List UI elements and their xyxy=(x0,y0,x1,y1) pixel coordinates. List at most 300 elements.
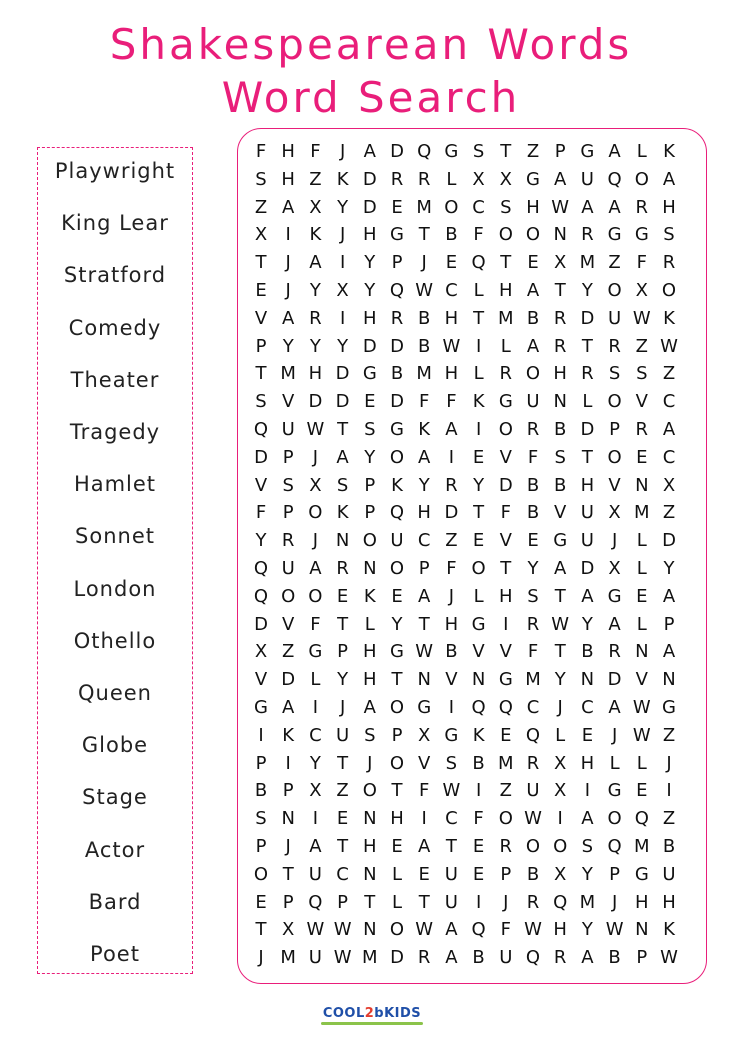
grid-letter[interactable]: Q xyxy=(389,280,405,301)
grid-letter[interactable]: O xyxy=(389,919,405,941)
grid-letter[interactable]: R xyxy=(553,947,567,969)
grid-letter[interactable]: C xyxy=(309,724,322,746)
grid-letter[interactable]: T xyxy=(255,363,267,385)
grid-letter[interactable]: O xyxy=(661,280,677,301)
grid-letter[interactable]: B xyxy=(418,307,431,329)
grid-letter[interactable]: A xyxy=(363,697,376,718)
grid-letter[interactable]: F xyxy=(310,613,321,635)
grid-letter[interactable]: H xyxy=(662,196,676,218)
grid-letter[interactable]: T xyxy=(255,919,267,941)
grid-letter[interactable]: H xyxy=(444,363,459,385)
grid-letter[interactable]: T xyxy=(418,224,430,246)
grid-letter[interactable]: O xyxy=(525,363,541,385)
grid-letter[interactable]: A xyxy=(309,558,322,579)
grid-letter[interactable]: W xyxy=(333,947,352,969)
grid-letter[interactable]: B xyxy=(526,307,540,329)
grid-letter[interactable]: R xyxy=(445,474,458,496)
grid-letter[interactable]: R xyxy=(417,947,431,969)
grid-letter[interactable]: P xyxy=(364,502,376,524)
grid-letter[interactable]: J xyxy=(557,697,563,718)
grid-letter[interactable]: T xyxy=(581,446,593,468)
grid-letter[interactable]: F xyxy=(473,224,484,246)
grid-letter[interactable]: H xyxy=(417,502,431,524)
grid-letter[interactable]: J xyxy=(339,141,346,162)
grid-letter[interactable]: A xyxy=(608,697,621,718)
grid-letter[interactable]: A xyxy=(608,196,621,218)
grid-letter[interactable]: V xyxy=(282,613,295,635)
grid-letter[interactable]: P xyxy=(636,947,648,969)
grid-letter[interactable]: Y xyxy=(364,280,376,301)
grid-letter[interactable]: H xyxy=(363,224,377,246)
grid-letter[interactable]: I xyxy=(258,724,264,746)
grid-letter[interactable]: A xyxy=(608,141,621,162)
grid-letter[interactable]: Q xyxy=(525,724,541,746)
grid-letter[interactable]: P xyxy=(391,724,403,746)
grid-letter[interactable]: W xyxy=(306,919,325,941)
grid-letter[interactable]: S xyxy=(445,752,458,774)
grid-letter[interactable]: E xyxy=(636,780,648,802)
grid-letter[interactable]: Q xyxy=(308,891,323,913)
grid-letter[interactable]: I xyxy=(666,780,672,802)
grid-letter[interactable]: B xyxy=(472,752,485,774)
grid-letter[interactable]: E xyxy=(472,836,485,857)
grid-letter[interactable]: U xyxy=(444,863,458,885)
grid-letter[interactable]: I xyxy=(448,446,455,468)
grid-letter[interactable]: E xyxy=(364,391,376,413)
grid-letter[interactable]: U xyxy=(308,947,322,969)
grid-letter[interactable]: O xyxy=(389,446,405,468)
grid-letter[interactable]: F xyxy=(500,502,511,524)
grid-letter[interactable]: R xyxy=(526,891,540,913)
grid-letter[interactable]: A xyxy=(282,196,295,218)
grid-letter[interactable]: G xyxy=(254,697,268,718)
grid-letter[interactable]: I xyxy=(557,808,563,830)
grid-letter[interactable]: E xyxy=(418,863,430,885)
grid-letter[interactable]: C xyxy=(445,280,458,301)
grid-letter[interactable]: X xyxy=(554,252,567,274)
grid-letter[interactable]: M xyxy=(498,307,514,329)
grid-letter[interactable]: K xyxy=(418,419,431,440)
grid-letter[interactable]: Q xyxy=(471,697,486,718)
grid-letter[interactable]: V xyxy=(418,752,431,774)
grid-letter[interactable]: D xyxy=(362,168,377,190)
grid-letter[interactable]: S xyxy=(581,836,594,857)
grid-letter[interactable]: L xyxy=(473,585,484,607)
grid-letter[interactable]: D xyxy=(362,196,377,218)
grid-letter[interactable]: O xyxy=(525,836,541,857)
grid-letter[interactable]: C xyxy=(526,697,540,718)
grid-letter[interactable]: U xyxy=(608,307,622,329)
grid-letter[interactable]: G xyxy=(498,669,513,691)
grid-letter[interactable]: F xyxy=(310,141,321,162)
grid-letter[interactable]: V xyxy=(254,307,268,329)
grid-letter[interactable]: T xyxy=(500,558,512,579)
grid-letter[interactable]: P xyxy=(255,752,267,774)
grid-letter[interactable]: J xyxy=(611,724,618,746)
grid-letter[interactable]: H xyxy=(363,307,377,329)
grid-letter[interactable]: K xyxy=(663,919,675,941)
grid-letter[interactable]: Y xyxy=(581,280,593,301)
grid-letter[interactable]: K xyxy=(391,474,403,496)
grid-letter[interactable]: D xyxy=(335,363,350,385)
grid-letter[interactable]: C xyxy=(581,697,594,718)
grid-letter[interactable]: D xyxy=(498,474,513,496)
grid-letter[interactable]: W xyxy=(442,780,461,802)
grid-letter[interactable]: N xyxy=(417,669,431,691)
grid-letter[interactable]: C xyxy=(472,196,485,218)
grid-letter[interactable]: O xyxy=(281,585,296,607)
grid-letter[interactable]: T xyxy=(282,863,294,885)
grid-letter[interactable]: A xyxy=(526,280,540,301)
grid-letter[interactable]: H xyxy=(363,836,377,857)
grid-letter[interactable]: P xyxy=(364,474,376,496)
grid-letter[interactable]: G xyxy=(444,724,459,746)
grid-letter[interactable]: L xyxy=(473,363,484,385)
grid-letter[interactable]: E xyxy=(336,808,349,830)
grid-letter[interactable]: O xyxy=(308,502,323,524)
grid-letter[interactable]: V xyxy=(499,530,512,552)
grid-letter[interactable]: G xyxy=(607,585,622,607)
grid-letter[interactable]: B xyxy=(581,641,594,663)
grid-letter[interactable]: E xyxy=(472,863,485,885)
grid-letter[interactable]: Z xyxy=(526,141,540,162)
grid-letter[interactable]: T xyxy=(500,252,512,274)
grid-letter[interactable]: S xyxy=(336,474,349,496)
grid-letter[interactable]: N xyxy=(363,808,377,830)
grid-letter[interactable]: P xyxy=(282,780,294,802)
grid-letter[interactable]: Y xyxy=(527,558,539,579)
grid-letter[interactable]: W xyxy=(415,919,434,941)
grid-letter[interactable]: S xyxy=(282,474,294,496)
grid-letter[interactable]: G xyxy=(362,363,377,385)
grid-letter[interactable]: O xyxy=(362,780,377,802)
grid-letter[interactable]: K xyxy=(282,724,295,746)
grid-letter[interactable]: A xyxy=(282,307,295,329)
grid-letter[interactable]: N xyxy=(635,474,649,496)
grid-letter[interactable]: A xyxy=(554,168,567,190)
grid-letter[interactable]: E xyxy=(581,724,594,746)
grid-letter[interactable]: Q xyxy=(253,585,269,607)
grid-letter[interactable]: N xyxy=(662,669,676,691)
grid-letter[interactable]: H xyxy=(553,363,567,385)
grid-letter[interactable]: M xyxy=(416,363,432,385)
grid-letter[interactable]: M xyxy=(498,752,514,774)
grid-letter[interactable]: Z xyxy=(662,724,676,746)
grid-letter[interactable]: D xyxy=(662,530,676,552)
grid-letter[interactable]: R xyxy=(390,307,404,329)
grid-letter[interactable]: A xyxy=(336,446,349,468)
grid-letter[interactable]: F xyxy=(527,446,539,468)
grid-letter[interactable]: V xyxy=(635,669,648,691)
grid-letter[interactable]: T xyxy=(473,502,485,524)
grid-letter[interactable]: X xyxy=(554,863,567,885)
grid-letter[interactable]: C xyxy=(336,863,349,885)
grid-letter[interactable]: J xyxy=(448,585,455,607)
grid-letter[interactable]: B xyxy=(254,780,268,802)
grid-letter[interactable]: C xyxy=(417,530,431,552)
grid-letter[interactable]: R xyxy=(309,307,322,329)
grid-letter[interactable]: G xyxy=(526,168,540,190)
grid-letter[interactable]: J xyxy=(339,697,346,718)
grid-letter[interactable]: T xyxy=(554,280,566,301)
grid-letter[interactable]: A xyxy=(418,836,431,857)
grid-letter[interactable]: O xyxy=(634,168,649,190)
grid-letter[interactable]: P xyxy=(609,863,621,885)
grid-letter[interactable]: G xyxy=(390,224,404,246)
grid-letter[interactable]: J xyxy=(611,891,618,913)
grid-letter[interactable]: B xyxy=(445,641,458,663)
grid-letter[interactable]: P xyxy=(554,141,566,162)
grid-letter[interactable]: N xyxy=(363,558,377,579)
grid-letter[interactable]: X xyxy=(662,474,676,496)
grid-letter[interactable]: Z xyxy=(662,363,676,385)
grid-letter[interactable]: F xyxy=(419,780,430,802)
grid-letter[interactable]: G xyxy=(634,863,649,885)
grid-letter[interactable]: T xyxy=(255,252,267,274)
grid-letter[interactable]: O xyxy=(498,224,513,246)
grid-letter[interactable]: J xyxy=(339,224,346,246)
grid-letter[interactable]: D xyxy=(390,391,404,413)
grid-letter[interactable]: W xyxy=(632,307,651,329)
grid-letter[interactable]: H xyxy=(553,919,567,941)
grid-letter[interactable]: E xyxy=(527,252,539,274)
grid-letter[interactable]: N xyxy=(281,808,295,830)
grid-letter[interactable]: Z xyxy=(608,252,621,274)
grid-letter[interactable]: S xyxy=(500,196,512,218)
grid-letter[interactable]: Q xyxy=(471,252,486,274)
grid-letter[interactable]: K xyxy=(336,502,349,524)
grid-letter[interactable]: D xyxy=(580,419,595,440)
grid-letter[interactable]: P xyxy=(282,502,294,524)
grid-letter[interactable]: K xyxy=(663,141,675,162)
grid-letter[interactable]: O xyxy=(308,585,323,607)
grid-letter[interactable]: W xyxy=(415,280,434,301)
grid-letter[interactable]: V xyxy=(499,446,512,468)
grid-letter[interactable]: B xyxy=(554,419,567,440)
grid-letter[interactable]: M xyxy=(280,947,296,969)
grid-letter[interactable]: G xyxy=(444,141,459,162)
grid-letter[interactable]: D xyxy=(390,141,404,162)
grid-letter[interactable]: B xyxy=(472,947,485,969)
grid-letter[interactable]: L xyxy=(391,891,403,913)
grid-letter[interactable]: Y xyxy=(309,280,321,301)
grid-letter[interactable]: G xyxy=(553,530,568,552)
grid-letter[interactable]: D xyxy=(281,669,296,691)
grid-letter[interactable]: J xyxy=(367,752,373,774)
grid-letter[interactable]: Y xyxy=(554,669,566,691)
grid-letter[interactable]: L xyxy=(636,613,647,635)
grid-letter[interactable]: A xyxy=(445,919,458,941)
grid-letter[interactable]: U xyxy=(444,891,458,913)
grid-letter[interactable]: J xyxy=(285,280,291,301)
grid-letter[interactable]: R xyxy=(336,558,349,579)
grid-letter[interactable]: X xyxy=(336,280,349,301)
grid-letter[interactable]: L xyxy=(473,280,484,301)
grid-letter[interactable]: A xyxy=(581,808,594,830)
grid-letter[interactable]: S xyxy=(608,363,621,385)
grid-letter[interactable]: R xyxy=(662,252,676,274)
grid-letter[interactable]: J xyxy=(258,947,264,969)
grid-letter[interactable]: A xyxy=(662,585,676,607)
grid-letter[interactable]: R xyxy=(608,335,621,357)
grid-letter[interactable]: B xyxy=(445,224,458,246)
grid-letter[interactable]: S xyxy=(255,168,267,190)
grid-letter[interactable]: W xyxy=(660,947,678,969)
grid-letter[interactable]: G xyxy=(662,697,676,718)
grid-letter[interactable]: J xyxy=(312,446,319,468)
grid-letter[interactable]: P xyxy=(663,613,675,635)
grid-letter[interactable]: M xyxy=(579,252,596,274)
grid-letter[interactable]: Q xyxy=(498,697,513,718)
grid-letter[interactable]: D xyxy=(308,391,323,413)
grid-letter[interactable]: W xyxy=(632,697,651,718)
grid-letter[interactable]: K xyxy=(663,307,675,329)
grid-letter[interactable]: V xyxy=(282,391,295,413)
grid-letter[interactable]: H xyxy=(499,585,513,607)
grid-letter[interactable]: F xyxy=(500,919,511,941)
grid-letter[interactable]: T xyxy=(473,307,485,329)
grid-letter[interactable]: L xyxy=(636,530,647,552)
grid-letter[interactable]: G xyxy=(607,780,622,802)
grid-letter[interactable]: D xyxy=(390,947,404,969)
grid-letter[interactable]: Y xyxy=(581,919,593,941)
grid-letter[interactable]: G xyxy=(390,419,404,440)
grid-letter[interactable]: U xyxy=(336,724,350,746)
grid-letter[interactable]: P xyxy=(500,863,512,885)
grid-letter[interactable]: P xyxy=(337,891,349,913)
grid-letter[interactable]: D xyxy=(254,446,268,468)
grid-letter[interactable]: W xyxy=(524,808,542,830)
grid-letter[interactable]: Y xyxy=(282,335,294,357)
grid-letter[interactable]: X xyxy=(309,780,322,802)
grid-letter[interactable]: T xyxy=(418,891,430,913)
grid-letter[interactable]: B xyxy=(390,363,404,385)
grid-letter[interactable]: W xyxy=(605,919,624,941)
grid-letter[interactable]: H xyxy=(526,196,540,218)
grid-letter[interactable]: O xyxy=(607,280,622,301)
grid-letter[interactable]: N xyxy=(553,224,567,246)
grid-letter[interactable]: S xyxy=(255,808,267,830)
grid-letter[interactable]: Q xyxy=(417,141,432,162)
grid-letter[interactable]: I xyxy=(312,808,319,830)
grid-letter[interactable]: E xyxy=(500,724,512,746)
grid-letter[interactable]: J xyxy=(285,252,291,274)
grid-letter[interactable]: Z xyxy=(309,168,322,190)
grid-letter[interactable]: X xyxy=(254,641,268,663)
grid-letter[interactable]: L xyxy=(446,168,457,190)
grid-letter[interactable]: Z xyxy=(662,808,676,830)
grid-letter[interactable]: M xyxy=(579,891,596,913)
grid-letter[interactable]: Y xyxy=(663,558,675,579)
grid-letter[interactable]: Y xyxy=(391,613,403,635)
grid-letter[interactable]: F xyxy=(446,558,457,579)
grid-letter[interactable]: V xyxy=(445,669,458,691)
grid-letter[interactable]: R xyxy=(635,419,649,440)
grid-letter[interactable]: A xyxy=(581,585,594,607)
grid-letter[interactable]: O xyxy=(525,224,541,246)
grid-letter[interactable]: V xyxy=(472,641,485,663)
grid-letter[interactable]: H xyxy=(662,891,676,913)
grid-letter[interactable]: L xyxy=(364,613,375,635)
grid-letter[interactable]: L xyxy=(582,391,593,413)
grid-letter[interactable]: Z xyxy=(282,641,295,663)
grid-letter[interactable]: A xyxy=(526,335,540,357)
grid-letter[interactable]: T xyxy=(554,641,566,663)
grid-letter[interactable]: N xyxy=(471,669,486,691)
grid-letter[interactable]: S xyxy=(636,363,648,385)
grid-letter[interactable]: G xyxy=(471,613,486,635)
grid-letter[interactable]: Y xyxy=(364,252,376,274)
grid-letter[interactable]: Y xyxy=(581,863,593,885)
grid-letter[interactable]: H xyxy=(635,891,649,913)
grid-letter[interactable]: I xyxy=(312,697,319,718)
grid-letter[interactable]: K xyxy=(472,391,485,413)
grid-letter[interactable]: H xyxy=(281,141,295,162)
grid-letter[interactable]: Y xyxy=(581,613,593,635)
grid-letter[interactable]: O xyxy=(389,697,405,718)
grid-letter[interactable]: Y xyxy=(309,752,321,774)
grid-letter[interactable]: Q xyxy=(634,808,649,830)
grid-letter[interactable]: A xyxy=(363,141,376,162)
grid-letter[interactable]: H xyxy=(499,280,513,301)
grid-letter[interactable]: X xyxy=(418,724,431,746)
grid-letter[interactable]: O xyxy=(389,558,405,579)
grid-letter[interactable]: H xyxy=(363,669,377,691)
grid-letter[interactable]: P xyxy=(282,891,294,913)
grid-letter[interactable]: W xyxy=(333,919,352,941)
grid-letter[interactable]: R xyxy=(635,196,649,218)
grid-letter[interactable]: I xyxy=(421,808,427,830)
grid-letter[interactable]: R xyxy=(281,530,295,552)
grid-letter[interactable]: U xyxy=(390,530,404,552)
grid-letter[interactable]: W xyxy=(306,419,325,440)
grid-letter[interactable]: B xyxy=(662,836,676,857)
grid-letter[interactable]: K xyxy=(472,724,485,746)
grid-letter[interactable]: M xyxy=(416,196,432,218)
grid-letter[interactable]: Q xyxy=(389,502,405,524)
grid-letter[interactable]: A xyxy=(662,641,676,663)
grid-letter[interactable]: Z xyxy=(336,780,349,802)
grid-letter[interactable]: E xyxy=(445,252,458,274)
grid-letter[interactable]: Y xyxy=(364,446,376,468)
grid-letter[interactable]: U xyxy=(499,947,513,969)
grid-letter[interactable]: F xyxy=(419,391,430,413)
grid-letter[interactable]: Y xyxy=(473,474,485,496)
grid-letter[interactable]: A xyxy=(581,947,594,969)
grid-letter[interactable]: O xyxy=(362,530,377,552)
grid-letter[interactable]: H xyxy=(363,641,377,663)
grid-letter[interactable]: R xyxy=(608,641,621,663)
grid-letter[interactable]: F xyxy=(255,141,267,162)
grid-letter[interactable]: C xyxy=(662,446,676,468)
grid-letter[interactable]: N xyxy=(335,530,350,552)
grid-letter[interactable]: W xyxy=(524,919,542,941)
grid-letter[interactable]: X xyxy=(608,558,621,579)
grid-letter[interactable]: B xyxy=(526,502,540,524)
grid-letter[interactable]: Y xyxy=(309,335,321,357)
grid-letter[interactable]: J xyxy=(312,530,319,552)
grid-letter[interactable]: T xyxy=(581,335,593,357)
grid-letter[interactable]: H xyxy=(390,808,404,830)
grid-letter[interactable]: T xyxy=(337,836,349,857)
grid-letter[interactable]: O xyxy=(498,808,513,830)
grid-letter[interactable]: L xyxy=(391,863,403,885)
grid-letter[interactable]: S xyxy=(364,419,376,440)
grid-letter[interactable]: O xyxy=(389,752,405,774)
grid-letter[interactable]: A xyxy=(662,419,676,440)
grid-letter[interactable]: O xyxy=(444,196,459,218)
grid-letter[interactable]: H xyxy=(281,168,295,190)
